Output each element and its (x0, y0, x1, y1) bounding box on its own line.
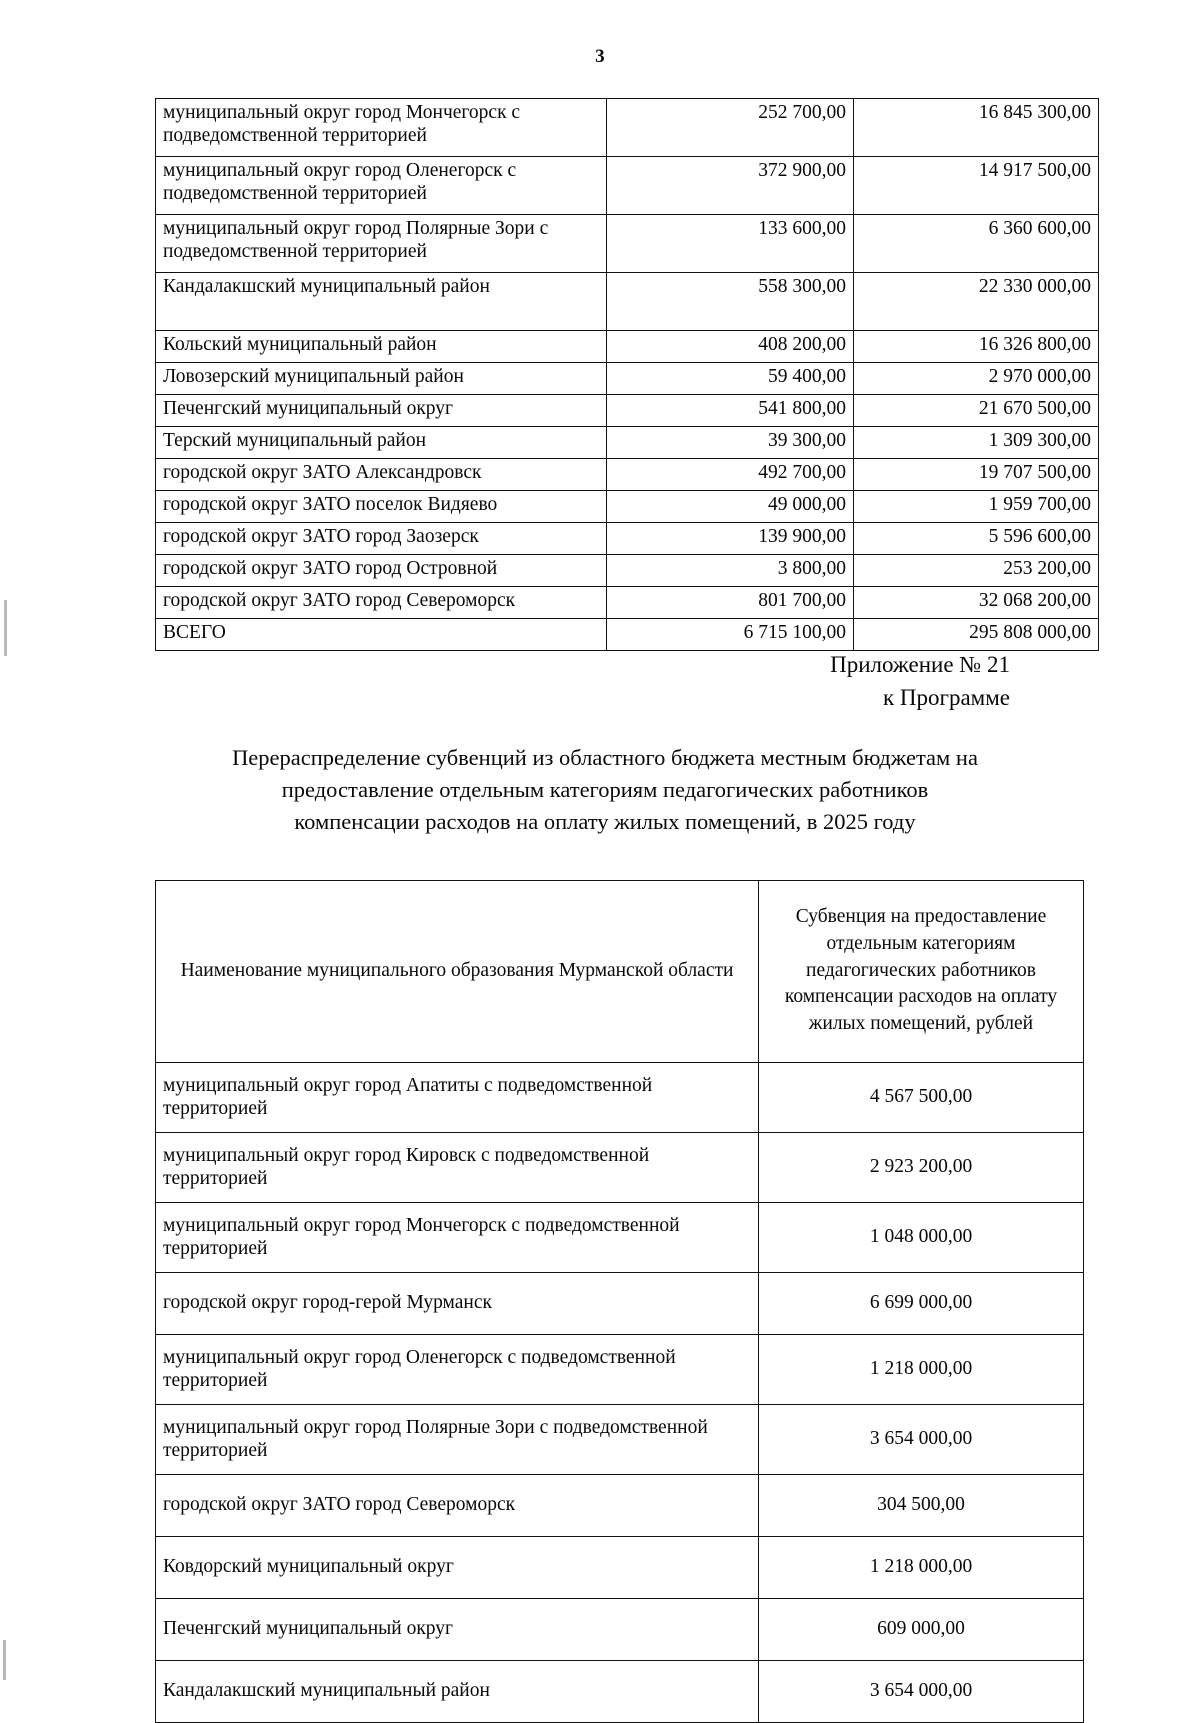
table-cell-municipality: муниципальный округ город Полярные Зори с подведомственной территорией (156, 215, 607, 273)
table-cell-amount-2: 6 360 600,00 (854, 215, 1099, 273)
table-cell-amount-2: 22 330 000,00 (854, 273, 1099, 331)
table-row (156, 1475, 1084, 1537)
table-cell-amount-2: 295 808 000,00 (854, 619, 1099, 651)
table-cell-subvention: 6 699 000,00 (759, 1273, 1084, 1335)
table-row (156, 1133, 1084, 1203)
table-cell-amount-1: 3 800,00 (607, 555, 854, 587)
table-row (156, 1661, 1084, 1723)
table-row (156, 1203, 1084, 1273)
table-cell-municipality: городской округ ЗАТО город Заозерск (156, 523, 607, 555)
table-cell-amount-2: 21 670 500,00 (854, 395, 1099, 427)
table-cell-amount-2: 1 959 700,00 (854, 491, 1099, 523)
table-row (156, 331, 1099, 363)
page-title-line-3: компенсации расходов на оплату жилых помещений, в 2025 году (294, 808, 916, 834)
table-row (156, 363, 1099, 395)
table-cell-municipality: Ковдорский муниципальный округ (156, 1537, 759, 1599)
table-cell-municipality: Кандалакшский муниципальный район (156, 1661, 759, 1723)
page-title (150, 742, 1060, 838)
table-cell-subvention: 3 654 000,00 (759, 1661, 1084, 1723)
table-row (156, 1537, 1084, 1599)
table-row (156, 1335, 1084, 1405)
table-cell-municipality: муниципальный округ город Мончегорск с подведомственной территорией (156, 1203, 759, 1273)
subvention-table (155, 880, 1058, 1723)
table-cell-amount-1: 558 300,00 (607, 273, 854, 331)
table-row (156, 1599, 1084, 1661)
table-cell-municipality: городской округ ЗАТО город Североморск (156, 587, 607, 619)
scan-artifact-left-lower (3, 1640, 6, 1680)
table-cell-subvention: 3 654 000,00 (759, 1405, 1084, 1475)
table-cell-subvention: 1 218 000,00 (759, 1537, 1084, 1599)
table-cell-amount-2: 253 200,00 (854, 555, 1099, 587)
table-cell-municipality: городской округ ЗАТО Александровск (156, 459, 607, 491)
table-cell-municipality: муниципальный округ город Апатиты с подведомственной территорией (156, 1063, 759, 1133)
table-cell-municipality: Кандалакшский муниципальный район (156, 273, 607, 331)
page-title-line-1: Перераспределение субвенций из областного бюджета местным бюджетам на (232, 745, 978, 770)
table-cell-amount-2: 1 309 300,00 (854, 427, 1099, 459)
table-cell-amount-1: 541 800,00 (607, 395, 854, 427)
table-2-body (156, 1063, 1084, 1723)
table-cell-amount-1: 252 700,00 (607, 99, 854, 157)
table-cell-municipality: городской округ ЗАТО поселок Видяево (156, 491, 607, 523)
table-cell-municipality: Печенгский муниципальный округ (156, 395, 607, 427)
appendix-program: к Программе (883, 685, 1010, 711)
table-2-header-subvention: Субвенция на предоставление отдельным категориям педагогических работников компенсации расходов на оплату жилых помещений, рублей (759, 881, 1084, 1063)
table-cell-amount-1: 39 300,00 (607, 427, 854, 459)
table-cell-subvention: 2 923 200,00 (759, 1133, 1084, 1203)
table-row (156, 523, 1099, 555)
table-row (156, 273, 1099, 331)
table-cell-municipality: городской округ город-герой Мурманск (156, 1273, 759, 1335)
table-row (156, 157, 1099, 215)
table-row (156, 1405, 1084, 1475)
table-cell-municipality: муниципальный округ город Оленегорск с подведомственной территорией (156, 1335, 759, 1405)
table-row (156, 491, 1099, 523)
table-cell-amount-2: 16 326 800,00 (854, 331, 1099, 363)
table-cell-subvention: 304 500,00 (759, 1475, 1084, 1537)
table-cell-subvention: 609 000,00 (759, 1599, 1084, 1661)
table-cell-municipality: Кольский муниципальный район (156, 331, 607, 363)
table-row (156, 395, 1099, 427)
table-cell-amount-2: 19 707 500,00 (854, 459, 1099, 491)
table-row (156, 1273, 1084, 1335)
table-row (156, 1063, 1084, 1133)
table-2-header-municipality: Наименование муниципального образования Мурманской области (156, 881, 759, 1063)
table-cell-municipality: муниципальный округ город Мончегорск с подведомственной территорией (156, 99, 607, 157)
table-cell-amount-2: 2 970 000,00 (854, 363, 1099, 395)
table-2-head (156, 881, 1084, 1063)
appendix-reference (0, 648, 1010, 715)
table-cell-amount-1: 492 700,00 (607, 459, 854, 491)
table-cell-amount-1: 59 400,00 (607, 363, 854, 395)
table-row (156, 215, 1099, 273)
table-cell-amount-2: 5 596 600,00 (854, 523, 1099, 555)
table-cell-subvention: 1 218 000,00 (759, 1335, 1084, 1405)
table-cell-amount-1: 49 000,00 (607, 491, 854, 523)
table-row (156, 427, 1099, 459)
table-row (156, 555, 1099, 587)
table-1-body (156, 99, 1099, 651)
table-cell-municipality: городской округ ЗАТО город Североморск (156, 1475, 759, 1537)
table-cell-amount-1: 372 900,00 (607, 157, 854, 215)
table-cell-municipality: Ловозерский муниципальный район (156, 363, 607, 395)
table-row (156, 459, 1099, 491)
table-cell-amount-2: 16 845 300,00 (854, 99, 1099, 157)
table-cell-amount-1: 6 715 100,00 (607, 619, 854, 651)
allocation-table-continued (155, 98, 1091, 651)
table-row (156, 99, 1099, 157)
table-cell-amount-1: 139 900,00 (607, 523, 854, 555)
table-1 (155, 98, 1099, 651)
table-cell-municipality: ВСЕГО (156, 619, 607, 651)
table-cell-municipality: Терский муниципальный район (156, 427, 607, 459)
table-cell-amount-2: 32 068 200,00 (854, 587, 1099, 619)
table-row (156, 619, 1099, 651)
table-cell-municipality: Печенгский муниципальный округ (156, 1599, 759, 1661)
table-cell-municipality: муниципальный округ город Кировск с подведомственной территорией (156, 1133, 759, 1203)
table-cell-subvention: 4 567 500,00 (759, 1063, 1084, 1133)
table-cell-municipality: городской округ ЗАТО город Островной (156, 555, 607, 587)
table-cell-amount-1: 408 200,00 (607, 331, 854, 363)
table-cell-municipality: муниципальный округ город Оленегорск с подведомственной территорией (156, 157, 607, 215)
table-2 (155, 880, 1084, 1723)
table-cell-amount-1: 801 700,00 (607, 587, 854, 619)
table-2-header-row (156, 881, 1084, 1063)
table-cell-municipality: муниципальный округ город Полярные Зори с подведомственной территорией (156, 1405, 759, 1475)
table-cell-amount-1: 133 600,00 (607, 215, 854, 273)
page-number: 3 (595, 46, 605, 67)
appendix-number: Приложение № 21 (830, 652, 1010, 677)
table-row (156, 587, 1099, 619)
page-title-line-2: предоставление отдельным категориям педагогических работников (281, 776, 929, 802)
table-cell-amount-2: 14 917 500,00 (854, 157, 1099, 215)
table-cell-subvention: 1 048 000,00 (759, 1203, 1084, 1273)
